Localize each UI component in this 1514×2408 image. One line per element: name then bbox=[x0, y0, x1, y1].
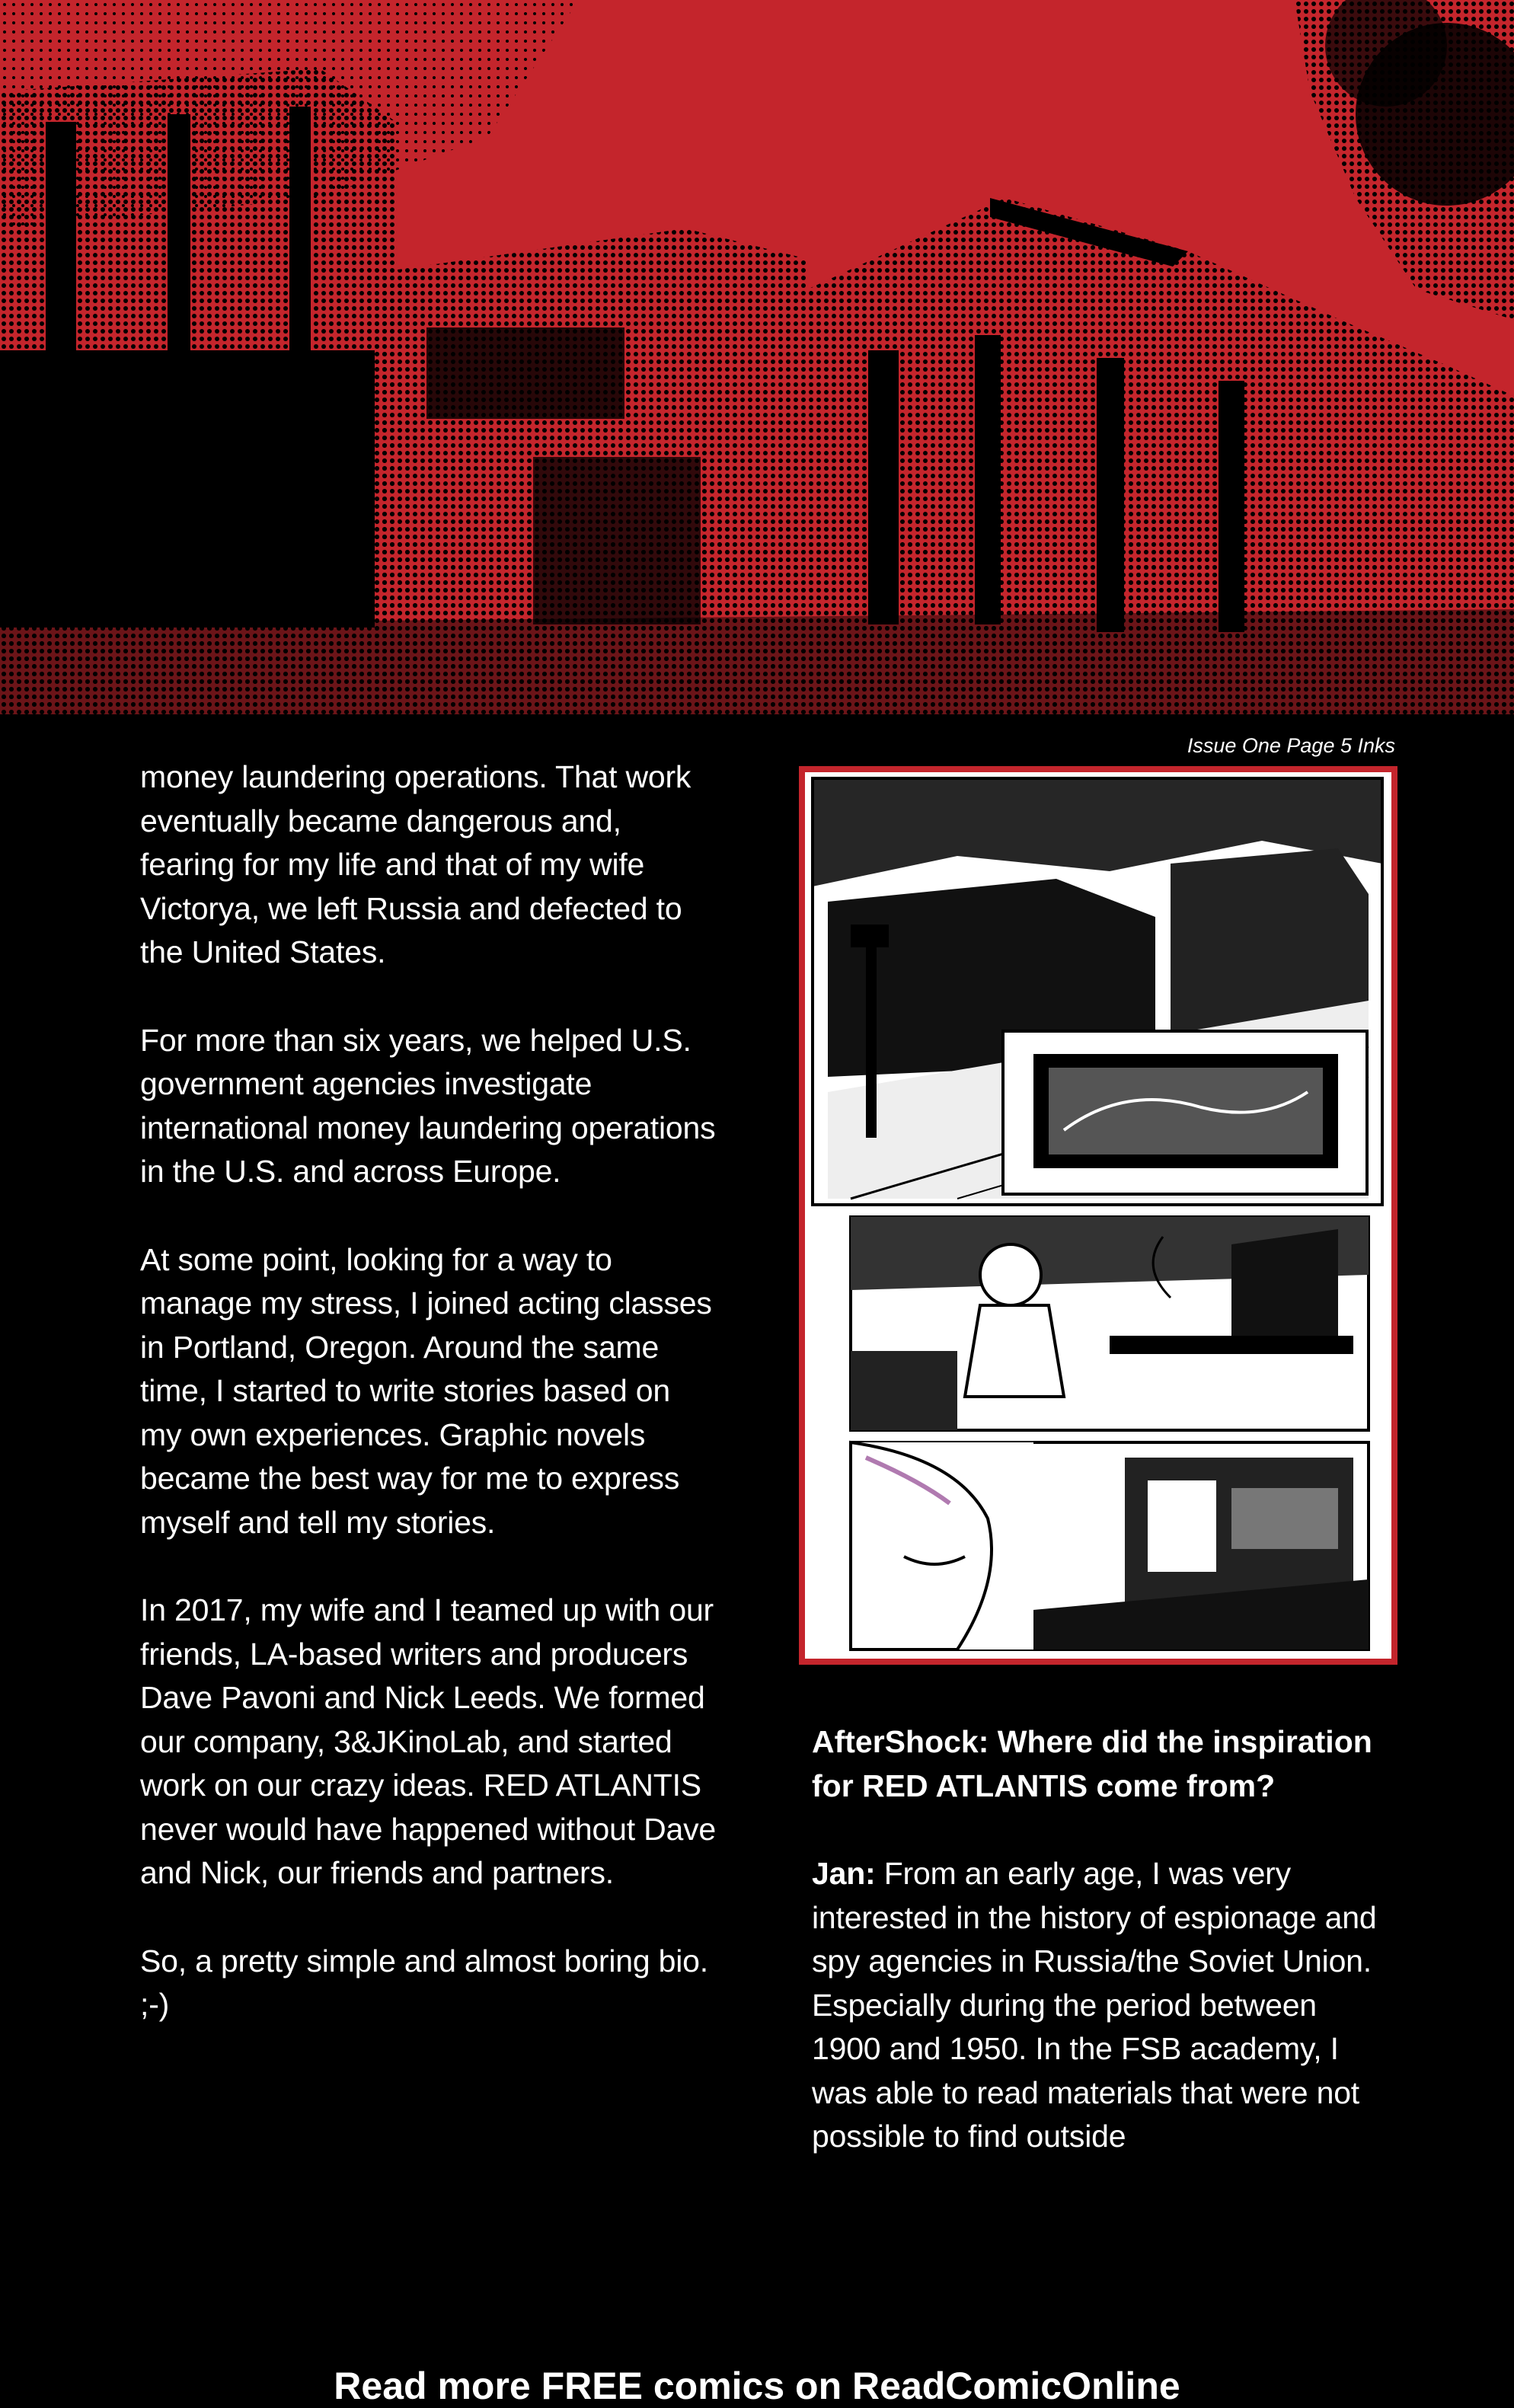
figure-caption: Issue One Page 5 Inks bbox=[1187, 734, 1395, 757]
interview-question: AfterShock: Where did the inspiration for RED ATLANTIS come from? bbox=[812, 1724, 1372, 1803]
interview-answer bbox=[812, 1852, 1391, 2159]
comic-page-inks-art bbox=[805, 772, 1391, 1659]
left-text-column bbox=[140, 755, 719, 2071]
right-text-column bbox=[812, 1720, 1391, 2203]
paragraph: So, a pretty simple and almost boring bio. ;-) bbox=[140, 1943, 708, 2022]
paragraph: For more than six years, we helped U.S. government agencies investigate international money laundering operations in the U.S. and across Europe. bbox=[140, 1022, 716, 1189]
paragraph: At some point, looking for a way to manage my stress, I joined acting classes in Portland, Oregon. Around the same time, I started to write stories based on my own experiences. Graphic novels became the best way for me to express myself and tell my stories. bbox=[140, 1241, 712, 1540]
inks-page-figure bbox=[799, 766, 1397, 1665]
answer-speaker: Jan: bbox=[812, 1856, 876, 1891]
panel-desk bbox=[851, 1217, 1369, 1430]
paragraph: In 2017, my wife and I teamed up with our friends, LA-based writers and producers Dave Pavoni and Nick Leeds. We formed our company, 3&JKinoLab, and started work on our crazy ideas. RED ATLANTIS never would have happened without Dave and Nick, our friends and partners. bbox=[140, 1592, 716, 1890]
panel-tv bbox=[1003, 1031, 1367, 1194]
footer-banner: Read more FREE comics on ReadComicOnline bbox=[334, 2365, 1180, 2407]
paragraph: money laundering operations. That work eventually became dangerous and, fearing for my life and that of my wife Victorya, we left Russia and defected to the United States. bbox=[140, 759, 692, 969]
answer-text: From an early age, I was very interested in the history of espionage and spy agencies in Russia/the Soviet Union. Especially during the period between 1900 and 1950. In the FSB academy, I was able to read materials that were not possible to find outside bbox=[812, 1856, 1377, 2154]
panel-kitchen bbox=[851, 1442, 1369, 1650]
header-illustration bbox=[0, 0, 1514, 714]
black-redaction-block bbox=[0, 350, 375, 628]
